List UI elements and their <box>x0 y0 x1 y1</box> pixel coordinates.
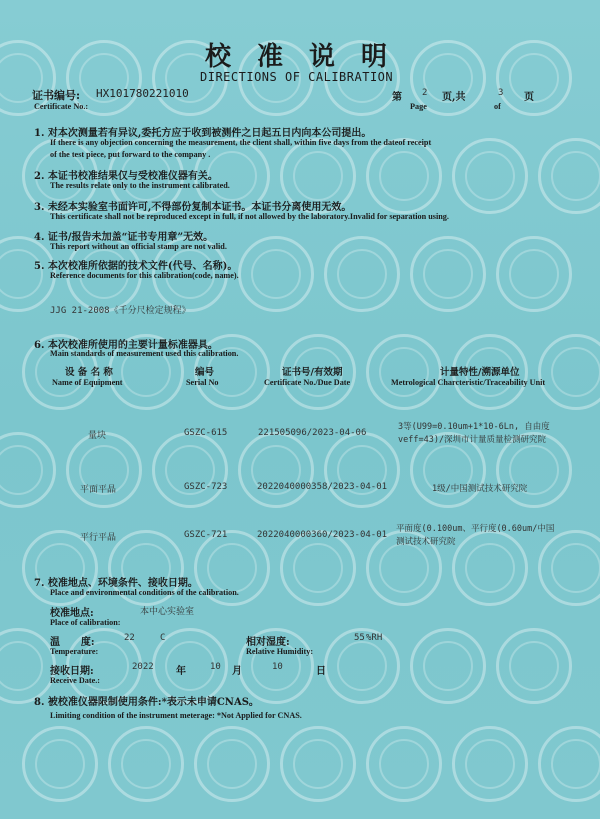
section-6-en: Main standards of measurement used this calibration. <box>50 349 239 358</box>
watermark-seal <box>538 530 600 606</box>
watermark-seal <box>324 432 400 508</box>
place-label: 校准地点: <box>50 608 94 619</box>
watermark-seal <box>452 530 528 606</box>
watermark-seal <box>366 334 442 410</box>
page-label-cn-2: 页,共 <box>442 92 466 103</box>
row-3-serial: GSZC-721 <box>184 530 228 540</box>
page-label-cn-3: 页 <box>524 92 534 103</box>
watermark-seal <box>496 628 572 704</box>
header-cert-cn: 证书号/有效期 <box>282 367 343 378</box>
section-6-cn: 6. 本次校准所使用的主要计量标准器具。 <box>34 340 218 351</box>
page-label-cn-1: 第 <box>392 92 402 103</box>
receive-month: 10 <box>210 662 221 672</box>
item-2-en: The results relate only to the instrument calibrated. <box>50 181 230 190</box>
humidity-label-en: Relative Humidity: <box>246 647 314 656</box>
watermark-seal <box>410 236 486 312</box>
watermark-seal <box>108 726 184 802</box>
temp-label: 温 度: <box>50 637 95 648</box>
section-8-en: Limiting condition of the instrument meterage: *Not Applied for CNAS. <box>50 711 302 720</box>
watermark-seal <box>238 236 314 312</box>
temp-label-en: Temperature: <box>50 647 99 656</box>
item-1-en-1: If there is any objection concerning the measurement, the client shall, within five days from the dateof receipt <box>50 138 432 147</box>
item-5-en: Reference documents for this calibration(code, name). <box>50 271 239 280</box>
item-3-cn: 3. 未经本实验室书面许可,不得部份复制本证书。本证书分离使用无效。 <box>34 202 352 213</box>
of-label-en: of <box>494 102 501 111</box>
row-1-char-2: veff=43)/深圳市计量质量检测研究院 <box>398 435 547 445</box>
watermark-seal <box>366 726 442 802</box>
watermark-seal <box>280 530 356 606</box>
row-2-name: 平面平晶 <box>80 485 117 495</box>
cert-no-value: HX101780221010 <box>96 87 189 100</box>
row-2-serial: GSZC-723 <box>184 482 228 492</box>
watermark-seal <box>194 726 270 802</box>
temp-unit: C <box>160 633 166 643</box>
watermark-seal <box>0 236 56 312</box>
receive-year: 2022 <box>132 662 154 672</box>
watermark-seal <box>410 628 486 704</box>
row-1-name: 量块 <box>88 431 107 441</box>
header-serial-en: Serial No <box>186 378 219 387</box>
watermark-seal <box>452 138 528 214</box>
row-1-serial: GSZC-615 <box>184 428 228 438</box>
page-subtitle: DIRECTIONS OF CALIBRATION <box>200 70 394 84</box>
humidity-unit: %RH <box>366 633 383 643</box>
receive-day: 10 <box>272 662 283 672</box>
total-pages: 3 <box>498 88 504 98</box>
humidity-value: 55 <box>354 633 365 643</box>
item-4-cn: 4. 证书/报告未加盖“证书专用章”无效。 <box>34 232 214 243</box>
header-serial-cn: 编号 <box>195 367 215 378</box>
row-3-name: 平行平晶 <box>80 533 117 543</box>
page-number: 2 <box>422 88 428 98</box>
section-7-cn: 7. 校准地点、环境条件、接收日期。 <box>34 578 198 589</box>
section-8-cn: 8. 被校准仪器限制使用条件:*表示未申请CNAS。 <box>34 697 259 708</box>
section-7-en: Place and environmental conditions of the calibration. <box>50 588 239 597</box>
year-label: 年 <box>176 666 186 677</box>
item-1-en-2: of the test piece, put forward to the company . <box>50 150 211 159</box>
watermark-seal <box>238 432 314 508</box>
watermark-seal <box>452 726 528 802</box>
header-name-en: Name of Equipment <box>52 378 123 387</box>
watermark-seal <box>496 236 572 312</box>
watermark-seal <box>152 432 228 508</box>
watermark-seal <box>22 726 98 802</box>
watermark-seal <box>280 726 356 802</box>
header-char-cn: 计量特性/溯源单位 <box>440 367 520 378</box>
month-label: 月 <box>232 666 242 677</box>
header-cert-en: Certificate No./Due Date <box>264 378 351 387</box>
cert-no-label: 证书编号: <box>32 89 81 102</box>
row-3-char-1: 平面度(0.100um、平行度(0.60um/中国 <box>396 524 555 534</box>
receive-label-en: Receive Date.: <box>50 676 101 685</box>
row-2-char: 1级/中国测试技术研究院 <box>432 484 528 494</box>
watermark-seal <box>538 138 600 214</box>
row-3-cert: 2022040000360/2023-04-01 <box>257 530 388 540</box>
temp-value: 22 <box>124 633 135 643</box>
watermark-seal <box>496 40 572 116</box>
item-1-cn: 1. 对本次测量若有异议,委托方应于收到被测件之日起五日内向本公司提出。 <box>34 128 372 139</box>
watermark-seal <box>538 334 600 410</box>
place-value: 本中心实验室 <box>140 607 195 617</box>
row-1-char-1: 3等(U99=0.10um+1*10-6Ln, 自由度 <box>398 422 550 432</box>
cert-no-label-en: Certificate No.: <box>34 102 89 111</box>
watermark-seal <box>324 236 400 312</box>
item-4-en: This report without an official stamp are not valid. <box>50 242 227 251</box>
header-name-cn: 设 备 名 称 <box>65 367 113 378</box>
item-3-en: This certificate shall not be reproduced except in full, if not allowed by the laboratory.Invalid for separation using. <box>50 212 449 221</box>
reference-doc: JJG 21-2008《千分尺检定规程》 <box>50 306 191 316</box>
watermark-seal <box>538 726 600 802</box>
watermark-seal <box>366 138 442 214</box>
day-label: 日 <box>316 666 326 677</box>
item-5-cn: 5. 本次校准所依据的技术文件(代号、名称)。 <box>34 261 238 272</box>
row-3-char-2: 测试技术研究院 <box>396 537 456 547</box>
header-char-en: Metrological Charcteristic/Traceability Unit <box>391 378 546 387</box>
row-2-cert: 2022040000358/2023-04-01 <box>257 482 388 492</box>
watermark-seal <box>0 432 56 508</box>
humidity-label: 相对湿度: <box>246 637 290 648</box>
page-label-en: Page <box>410 102 427 111</box>
watermark-seal <box>66 432 142 508</box>
receive-label: 接收日期: <box>50 666 94 677</box>
place-label-en: Place of calibration: <box>50 618 121 627</box>
page-title: 校准说明 <box>205 42 414 72</box>
row-1-cert: 221505096/2023-04-06 <box>258 428 367 438</box>
item-2-cn: 2. 本证书校准结果仅与受校准仪器有关。 <box>34 171 218 182</box>
